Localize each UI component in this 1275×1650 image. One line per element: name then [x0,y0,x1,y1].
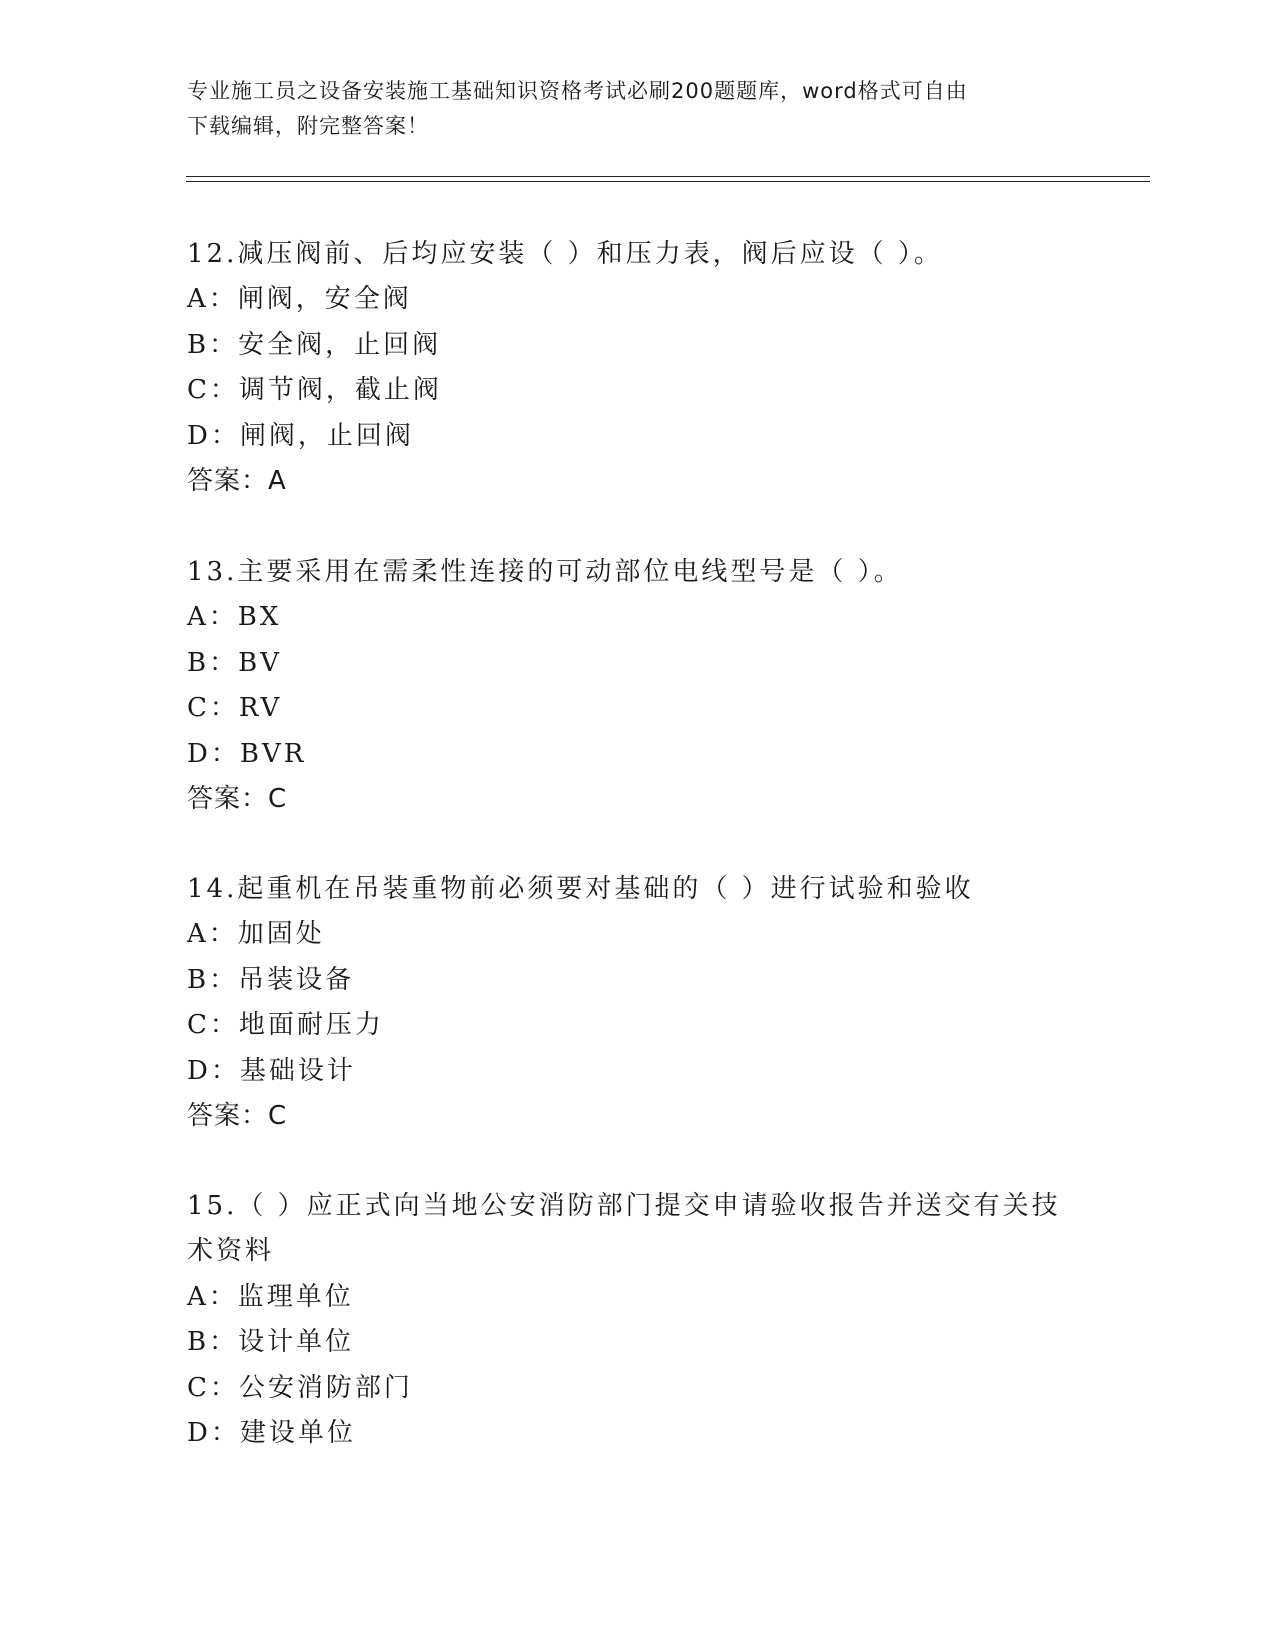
option-c: C：调节阀，截止阀 [187,375,442,405]
option-c: C：地面耐压力 [187,1010,384,1040]
question-stem-line-2: 术资料 [187,1236,275,1266]
option-c: C：公安消防部门 [187,1372,413,1403]
question-13 [187,549,1067,823]
option-d: D：建设单位 [187,1418,356,1448]
answer: 答案：C [187,1101,288,1131]
option-b: B：设计单位 [187,1327,355,1357]
header-line-2: 下载编辑，附完整答案！ [187,114,429,138]
header-divider-bottom [186,181,1150,182]
option-b: B：吊装设备 [187,964,355,995]
option-c: C：RV [187,693,283,723]
question-15 [187,1183,1067,1457]
question-stem: 14.起重机在吊装重物前必须要对基础的（ ）进行试验和验收 [187,874,974,904]
option-a: A：BX [187,602,282,632]
option-a: A：加固处 [187,919,325,949]
option-d: D：基础设计 [187,1055,356,1086]
question-stem: 13.主要采用在需柔性连接的可动部位电线型号是（ ）。 [187,557,903,587]
option-a: A：闸阀，安全阀 [187,284,412,314]
header-divider-top [186,176,1150,177]
question-14 [187,866,1067,1140]
header-line-1: 专业施工员之设备安装施工基础知识资格考试必刷200题题库，word格式可自由 [187,79,968,103]
question-stem-line-1: 15.（ ）应正式向当地公安消防部门提交申请验收报告并送交有关技 [187,1191,1061,1221]
answer: 答案：C [187,784,288,814]
option-d: D：闸阀，止回阀 [187,420,414,451]
option-a: A：监理单位 [187,1281,354,1312]
question-12 [187,231,1067,505]
option-b: B：安全阀，止回阀 [187,329,442,360]
answer: 答案：A [187,466,287,496]
option-d: D：BVR [187,738,307,769]
question-stem: 12.减压阀前、后均应安装（ ）和压力表，阀后应设（ ）。 [187,239,943,269]
option-b: B：BV [187,647,282,678]
document-header [187,74,1067,144]
